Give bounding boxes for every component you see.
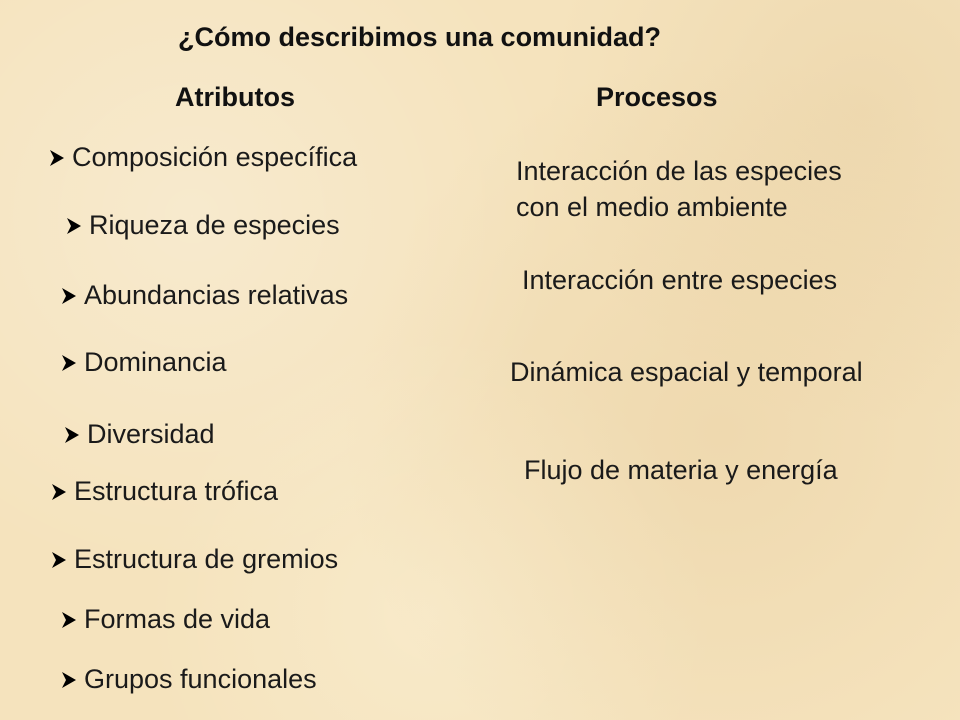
list-item-label: Composición específica bbox=[72, 142, 358, 172]
list-item-estructura-gremios bbox=[50, 544, 338, 575]
arrow-bullet-icon bbox=[65, 216, 83, 236]
slide-title: ¿Cómo describimos una comunidad? bbox=[178, 22, 662, 52]
heading-procesos: Procesos bbox=[596, 82, 718, 112]
list-item-label: Diversidad bbox=[87, 419, 215, 449]
arrow-bullet-icon bbox=[63, 425, 81, 445]
arrow-bullet-icon bbox=[60, 670, 78, 690]
list-item-abundancias bbox=[60, 280, 348, 311]
arrow-bullet-icon bbox=[60, 610, 78, 630]
list-item-composicion bbox=[48, 142, 357, 173]
proceso-line: con el medio ambiente bbox=[516, 192, 788, 222]
list-item-estructura-trofica bbox=[50, 476, 278, 507]
arrow-bullet-icon bbox=[50, 550, 68, 570]
list-item-label: Estructura de gremios bbox=[74, 544, 339, 574]
proceso-line: Interacción entre especies bbox=[522, 265, 838, 295]
arrow-bullet-icon bbox=[60, 353, 78, 373]
list-item-formas-vida bbox=[60, 604, 270, 635]
arrow-bullet-icon bbox=[48, 148, 66, 168]
proceso-flujo bbox=[524, 452, 838, 488]
list-item-label: Dominancia bbox=[84, 347, 227, 377]
list-item-diversidad bbox=[63, 419, 215, 450]
list-item-label: Estructura trófica bbox=[74, 476, 279, 506]
list-item-grupos-funcionales bbox=[60, 664, 317, 695]
heading-atributos: Atributos bbox=[175, 82, 295, 112]
proceso-line: Interacción de las especies bbox=[516, 156, 842, 186]
list-item-label: Formas de vida bbox=[84, 604, 271, 634]
list-item-riqueza bbox=[65, 210, 340, 241]
list-item-label: Grupos funcionales bbox=[84, 664, 317, 694]
arrow-bullet-icon bbox=[50, 482, 68, 502]
proceso-line: Dinámica espacial y temporal bbox=[510, 357, 863, 387]
list-item-label: Riqueza de especies bbox=[89, 210, 340, 240]
proceso-dinamica bbox=[510, 354, 863, 390]
arrow-bullet-icon bbox=[60, 286, 78, 306]
proceso-interaccion-especies bbox=[522, 262, 837, 298]
list-item-label: Abundancias relativas bbox=[84, 280, 349, 310]
list-item-dominancia bbox=[60, 347, 227, 378]
proceso-line: Flujo de materia y energía bbox=[524, 455, 838, 485]
proceso-interaccion-medio bbox=[516, 153, 842, 225]
